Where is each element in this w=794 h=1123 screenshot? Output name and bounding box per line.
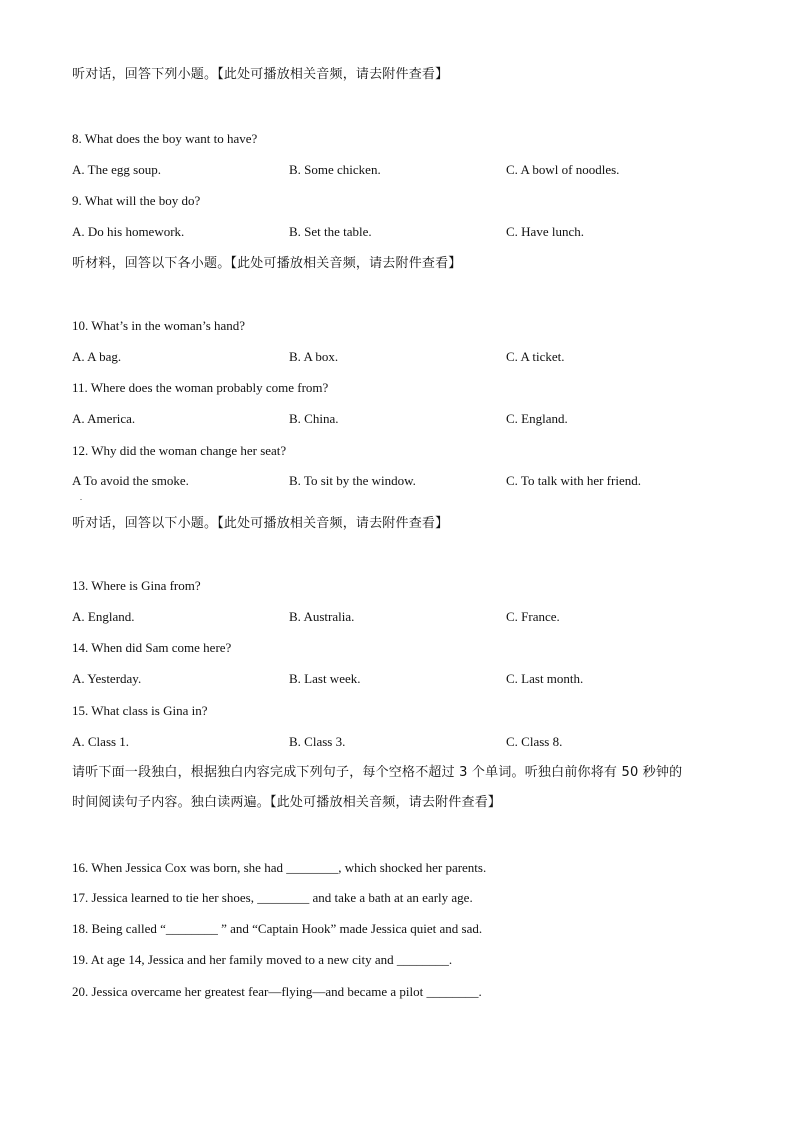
q8-option-b: B. Some chicken. — [289, 162, 381, 177]
q12-option-a: A To avoid the smoke. — [72, 473, 189, 488]
q10-option-b: B. A box. — [289, 349, 339, 364]
q8-option-a: A. The egg soup. — [72, 162, 161, 177]
question-12: 12. Why did the woman change her seat? — [72, 443, 287, 458]
q13-option-c: C. France. — [506, 609, 560, 624]
question-14: 14. When did Sam come here? — [72, 640, 232, 655]
q13-option-b: B. Australia. — [289, 609, 355, 624]
section-instruction-4-line-1: 请听下面一段独白，根据独白内容完成下列句子，每个空格不超过 3 个单词。听独白前你将有 50 秒钟的 — [72, 765, 683, 780]
q12-option-c: C. To talk with her friend. — [506, 473, 641, 488]
section-instruction-1: 听对话，回答下列小题。【此处可播放相关音频，请去附件查看】 — [72, 67, 449, 82]
fill-in-17: 17. Jessica learned to tie her shoes, ________ and take a bath at an early age. — [72, 890, 473, 905]
q10-option-c: C. A ticket. — [506, 349, 565, 364]
q15-option-b: B. Class 3. — [289, 734, 346, 749]
q9-option-b: B. Set the table. — [289, 224, 372, 239]
q13-option-a: A. England. — [72, 609, 135, 624]
q11-option-b: B. China. — [289, 411, 339, 426]
question-10: 10. What’s in the woman’s hand? — [72, 318, 246, 333]
fill-in-19: 19. At age 14, Jessica and her family moved to a new city and ________. — [72, 952, 453, 967]
question-15: 15. What class is Gina in? — [72, 703, 208, 718]
q9-option-c: C. Have lunch. — [506, 224, 584, 239]
q12-option-b: B. To sit by the window. — [289, 473, 416, 488]
q14-option-a: A. Yesterday. — [72, 671, 142, 686]
q14-option-b: B. Last week. — [289, 671, 361, 686]
section-instruction-3: 听对话，回答以下小题。【此处可播放相关音频，请去附件查看】 — [72, 516, 449, 531]
q10-option-a: A. A bag. — [72, 349, 122, 364]
section-instruction-4-line-2: 时间阅读句子内容。独白读两遍。【此处可播放相关音频，请去附件查看】 — [72, 795, 502, 810]
section-instruction-2: 听材料，回答以下各小题。【此处可播放相关音频，请去附件查看】 — [72, 256, 462, 271]
q14-option-c: C. Last month. — [506, 671, 584, 686]
fill-in-16: 16. When Jessica Cox was born, she had ________, which shocked her parents. — [72, 860, 487, 875]
question-13: 13. Where is Gina from? — [72, 578, 201, 593]
q15-option-a: A. Class 1. — [72, 734, 130, 749]
question-9: 9. What will the boy do? — [72, 193, 201, 208]
q9-option-a: A. Do his homework. — [72, 224, 185, 239]
stray-dot: . — [80, 493, 82, 502]
fill-in-20: 20. Jessica overcame her greatest fear—flying—and became a pilot ________. — [72, 984, 482, 999]
q11-option-c: C. England. — [506, 411, 568, 426]
q11-option-a: A. America. — [72, 411, 136, 426]
question-8: 8. What does the boy want to have? — [72, 131, 258, 146]
fill-in-18: 18. Being called “________ ” and “Captain Hook” made Jessica quiet and sad. — [72, 921, 483, 936]
question-11: 11. Where does the woman probably come from? — [72, 380, 329, 395]
q8-option-c: C. A bowl of noodles. — [506, 162, 620, 177]
q15-option-c: C. Class 8. — [506, 734, 563, 749]
